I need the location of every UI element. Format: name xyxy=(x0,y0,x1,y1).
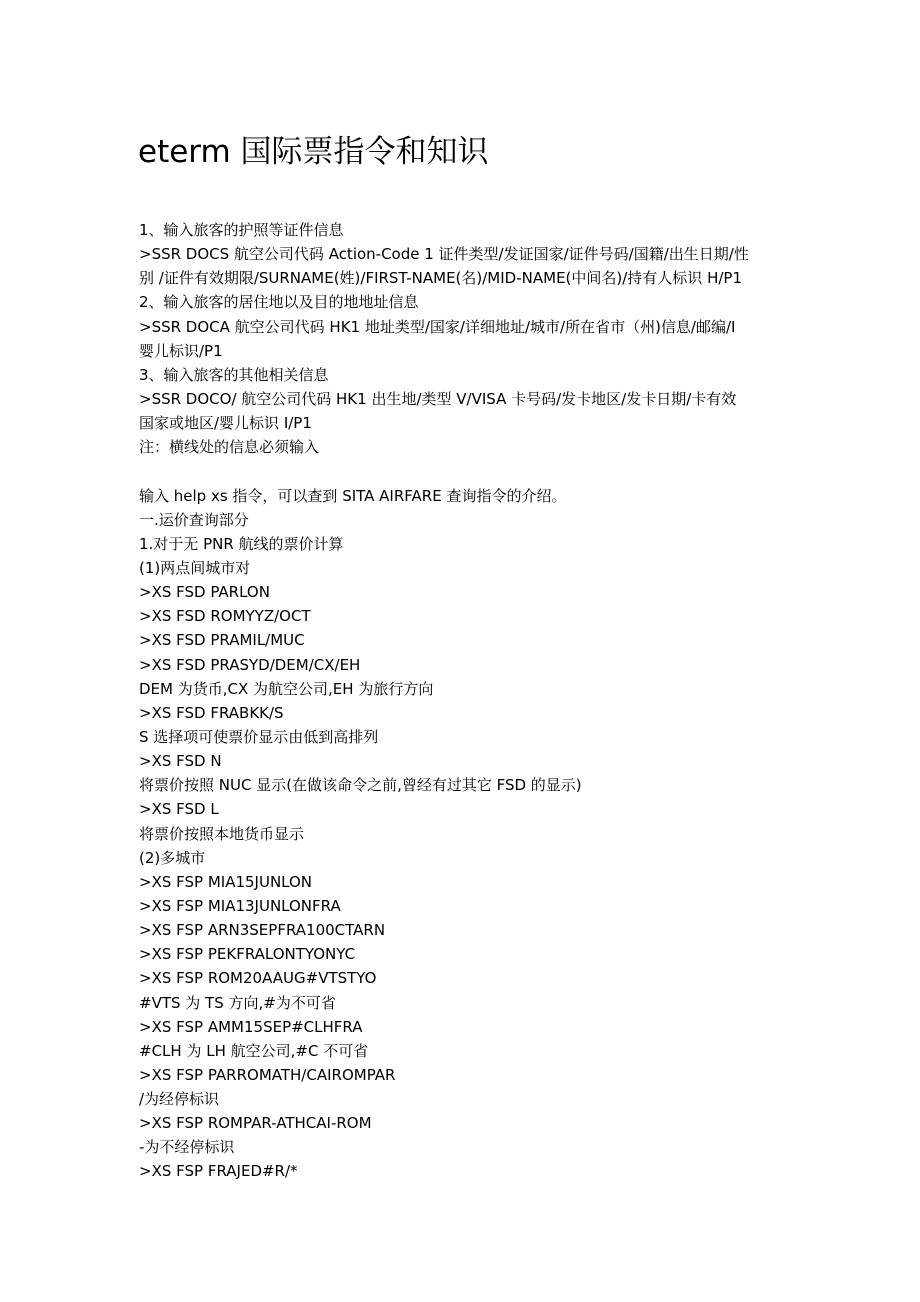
text-line: >XS FSP MIA13JUNLONFRA xyxy=(139,896,341,915)
text-line: 一.运价查询部分 xyxy=(139,510,249,529)
text-line: (1)两点间城市对 xyxy=(139,558,251,577)
text-line: 将票价按照本地货币显示 xyxy=(139,824,305,843)
document-title: eterm 国际票指令和知识 xyxy=(138,134,489,170)
text-line: >SSR DOCS 航空公司代码 Action-Code 1 证件类型/发证国家/证件号码/国籍/出生日期/性 xyxy=(139,245,749,264)
blank-line xyxy=(139,459,789,483)
text-line: /为经停标识 xyxy=(139,1090,220,1109)
text-line: 2、输入旅客的居住地以及目的地地址信息 xyxy=(139,293,419,312)
text-line: >XS FSP PARROMATH/CAIROMPAR xyxy=(139,1065,396,1084)
text-line: >XS FSD FRABKK/S xyxy=(139,703,284,722)
text-line: 婴儿标识/P1 xyxy=(139,341,223,360)
text-line: >SSR DOCO/ 航空公司代码 HK1 出生地/类型 V/VISA 卡号码/发卡地区/发卡日期/卡有效 xyxy=(139,389,737,408)
text-line: >XS FSD PRASYD/DEM/CX/EH xyxy=(139,655,361,674)
text-line: >XS FSD L xyxy=(139,800,219,819)
text-line: >XS FSD PRAMIL/MUC xyxy=(139,631,305,650)
text-line: >SSR DOCA 航空公司代码 HK1 地址类型/国家/详细地址/城市/所在省市（州)信息/邮编/I xyxy=(139,317,736,336)
text-line: >XS FSP FRAJED#R/* xyxy=(139,1162,298,1181)
text-line: >XS FSP PEKFRALONTYONYC xyxy=(139,945,356,964)
text-line: >XS FSD PARLON xyxy=(139,583,270,602)
text-line: 1、输入旅客的护照等证件信息 xyxy=(139,221,344,239)
text-line: >XS FSP ARN3SEPFRA100CTARN xyxy=(139,921,386,940)
text-line: >XS FSP AMM15SEP#CLHFRA xyxy=(139,1017,363,1036)
text-line: >XS FSD ROMYYZ/OCT xyxy=(139,607,311,626)
text-line: 注：横线处的信息必须输入 xyxy=(139,438,320,457)
text-line: 1.对于无 PNR 航线的票价计算 xyxy=(139,534,344,553)
text-line: (2)多城市 xyxy=(139,848,206,867)
text-line: >XS FSP MIA15JUNLON xyxy=(139,872,313,891)
text-line: >XS FSD N xyxy=(139,752,222,771)
text-line: 3、输入旅客的其他相关信息 xyxy=(139,365,329,384)
document-body xyxy=(139,218,789,1184)
text-line: S 选择项可使票价显示由低到高排列 xyxy=(139,727,379,746)
text-line: >XS FSP ROMPAR-ATHCAI-ROM xyxy=(139,1114,372,1133)
text-line: 国家或地区/婴儿标识 I/P1 xyxy=(139,414,312,433)
text-line: 别 /证件有效期限/SURNAME(姓)/FIRST-NAME(名)/MID-NAME(中间名)/持有人标识 H/P1 xyxy=(139,269,742,288)
text-line: DEM 为货币,CX 为航空公司,EH 为旅行方向 xyxy=(139,679,434,698)
text-line: 将票价按照 NUC 显示(在做该命令之前,曾经有过其它 FSD 的显示) xyxy=(139,776,582,795)
text-line: #CLH 为 LH 航空公司,#C 不可省 xyxy=(139,1041,369,1060)
text-line: 输入 help xs 指令，可以查到 SITA AIRFARE 查询指令的介绍。 xyxy=(139,486,567,505)
text-line: >XS FSP ROM20AAUG#VTSTYO xyxy=(139,969,377,988)
text-line: -为不经停标识 xyxy=(139,1138,235,1157)
text-line: #VTS 为 TS 方向,#为不可省 xyxy=(139,993,336,1012)
